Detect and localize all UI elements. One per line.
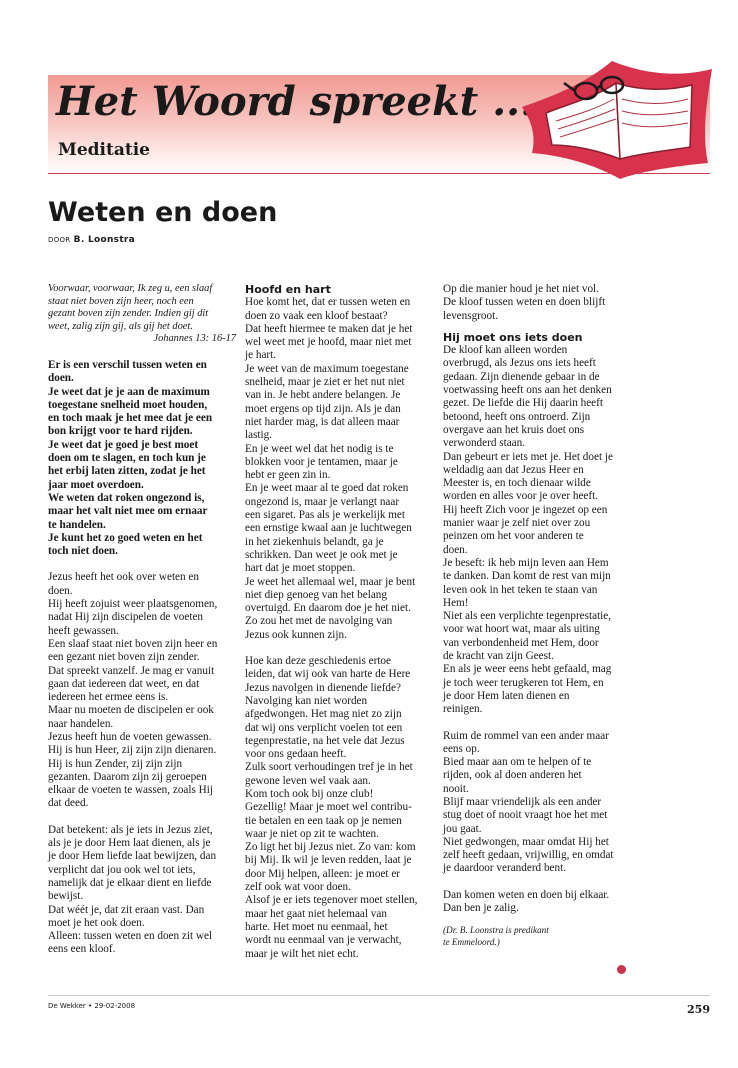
text-line: Je beseft: ik heb mijn leven aan Hem [443, 556, 609, 569]
text-line: gaan dat iedereen dat weet, en dat [48, 677, 200, 690]
text-line: Hoe kan deze geschiedenis ertoe [245, 655, 391, 668]
body-paragraph [443, 889, 633, 916]
text-line: iedereen het ermee eens is. [48, 691, 169, 704]
text-line: snelheid, maar je ziet er het nut niet [245, 376, 405, 389]
section-heading: Hoofd en hart [245, 283, 331, 296]
text-line: je door Hem liefde laat bewijzen, dan [48, 850, 217, 863]
body-paragraph [245, 655, 435, 961]
text-line: naar handelen. [48, 717, 114, 730]
column-1 [48, 283, 236, 957]
text-line: Bied maar aan om te helpen of te [443, 756, 592, 769]
text-line: Navolging kan niet worden [245, 694, 368, 707]
quote-line: gezant boven zijn zender. Indien gij dit [48, 308, 209, 320]
text-line: maar het valt niet mee om ernaar [48, 505, 208, 518]
byline [48, 235, 135, 245]
intro-paragraph [48, 359, 236, 558]
text-line: zelf ook wat voor doen. [245, 881, 351, 894]
text-line: hebt er geen zin in. [245, 469, 331, 482]
text-line: een ernstige kwaal aan je luchtwegen [245, 522, 412, 535]
text-line: gezet. De liefde die Hij daarin heeft [443, 397, 603, 410]
text-line: doen zo vaak een kloof bestaat? [245, 309, 388, 322]
text-line: En je weet wel dat het nodig is te [245, 442, 394, 455]
text-line: Jezus heeft het ook over weten en [48, 571, 199, 584]
text-line: Maar nu moeten de discipelen er ook [48, 704, 214, 717]
text-line: gewone leven wel vaak aan. [245, 774, 371, 787]
text-line: Je weet van de maximum toegestane [245, 362, 409, 375]
text-line: maar je wilt het niet echt. [245, 947, 359, 960]
text-line: De kloof kan alleen worden [443, 344, 568, 357]
text-line: Zo zou het met de navolging van [245, 615, 393, 628]
text-line: manier waar je zelf niet over zou [443, 517, 591, 530]
text-line: verplicht dat jou ook wel tot iets, [48, 863, 196, 876]
text-line: betoond, heeft ons ontroerd. Zijn [443, 410, 591, 423]
text-line: maar het gaat niet helemaal van [245, 907, 387, 920]
text-line: weldadig aan dat Jezus Heer en [443, 463, 584, 476]
bible-quote [48, 283, 236, 333]
text-line: nadat Hij zijn discipelen de voeten [48, 611, 204, 624]
body-paragraph [48, 824, 236, 957]
byline-prefix: DOOR [48, 236, 71, 244]
text-line: wordt nu eenmaal van je verwacht, [245, 934, 402, 947]
text-line: gezanten. Daarom zijn zij geroepen [48, 770, 207, 783]
text-line: je toch weer terugkeren tot Hem, en [443, 676, 604, 689]
text-line: wel weet met je hoofd, maar niet met [245, 336, 412, 349]
text-line: Hem! [443, 596, 469, 609]
text-line: eens een kloof. [48, 943, 116, 956]
text-line: jou gaat. [443, 822, 482, 835]
text-line: je hart. [245, 349, 277, 362]
text-line: Dan komen weten en doen bij elkaar. [443, 888, 610, 901]
text-line: doen. [48, 372, 74, 385]
text-line: het erbij laten zitten, zodat je het [48, 465, 206, 478]
footer-rule [48, 995, 710, 996]
text-line: reinigen. [443, 703, 483, 716]
text-line: overtuigd. En daarom doe je het niet. [245, 602, 411, 615]
text-line: Je weet dat je je aan de maximum [48, 385, 210, 398]
text-line: levensgroot. [443, 309, 498, 322]
text-line: niet diep genoeg van het belang [245, 588, 387, 601]
body-paragraph [443, 344, 633, 716]
text-line: van in. Je hebt andere belangen. Je [245, 389, 401, 402]
text-line: ongezond is, maar je verlangt naar [245, 495, 400, 508]
text-line: een sigaret. Pas als je werkelijk met [245, 509, 405, 522]
text-line: blokken voor je tentamen, maar je [245, 455, 398, 468]
text-line: Dat heeft hiermee te maken dat je het [245, 322, 413, 335]
column-2 [245, 283, 435, 961]
text-line: doen. [443, 543, 468, 556]
text-line: Gezellig! Maar je moet wel contribu- [245, 801, 412, 814]
text-line: Hij is hun Heer, zij zijn zijn dienaren. [48, 744, 217, 757]
quote-reference: Johannes 13: 16-17 [153, 333, 236, 345]
author-note [443, 924, 633, 948]
text-line: schrikken. Dan weet je ook met je [245, 548, 398, 561]
text-line: jaar moet overdoen. [48, 478, 144, 491]
body-paragraph [48, 571, 236, 810]
text-line: te handelen. [48, 518, 106, 531]
text-line: tegenprestatie, na het vele dat Jezus [245, 734, 405, 747]
text-line: de kracht van zijn Geest. [443, 650, 554, 663]
text-line: Jezus heeft hun de voeten gewassen. [48, 730, 212, 743]
text-line: toch niet doen. [48, 545, 118, 558]
text-line: Dan ben je zalig. [443, 902, 519, 915]
text-line: De kloof tussen weten en doen blijft [443, 296, 606, 309]
publication-info: De Wekker • 29-02-2008 [48, 1002, 136, 1010]
text-line: En als je weer eens hebt gefaald, mag [443, 663, 612, 676]
text-line: een gezant niet boven zijn zender. [48, 651, 200, 664]
text-line: Hij heeft zojuist weer plaatsgenomen, [48, 598, 218, 611]
text-line: zelf heeft gedaan, vrijwillig, en omdat [443, 849, 614, 862]
text-line: bewijst. [48, 890, 84, 903]
text-line: als je je door Hem laat dienen, als je [48, 837, 211, 850]
text-line: peinzen om het voor anderen te [443, 530, 584, 543]
section-title: Het Woord spreekt ... [56, 78, 534, 125]
body-paragraph [443, 730, 633, 876]
text-line: hart dat je moet stoppen. [245, 562, 356, 575]
text-line: in het ziekenhuis belandt, ga je [245, 535, 384, 548]
quote-line: weet, zalig zijn gij, als gij het doet. [48, 320, 193, 332]
text-line: worden en alles voor je over heeft. [443, 490, 599, 503]
text-line: lastig. [245, 429, 273, 442]
text-line: niet harder mag, is dat alleen maar [245, 415, 400, 428]
note-line: te Emmeloord.) [443, 937, 500, 948]
text-line: dat deed. [48, 797, 89, 810]
text-line: nooit. [443, 782, 469, 795]
text-line: Niet als een verplichte tegenprestatie, [443, 610, 612, 623]
page-number: 259 [687, 1003, 710, 1016]
text-line: Dat betekent: als je iets in Jezus ziet, [48, 823, 213, 836]
text-line: Hij is hun Zender, zij zijn zijn [48, 757, 183, 770]
text-line: dat wij ons verplicht voelen tot een [245, 721, 403, 734]
text-line: Een slaaf staat niet boven zijn heer en [48, 637, 218, 650]
book-right-page [616, 83, 692, 159]
text-line: Hij heeft Zich voor je ingezet op een [443, 503, 608, 516]
text-line: stug doet of nooit vraagt hoe het met [443, 809, 608, 822]
text-line: afgedwongen. Het mag niet zo zijn [245, 708, 402, 721]
text-line: van verbondenheid met Hem, door [443, 636, 599, 649]
quote-line: staat niet boven zijn heer, noch een [48, 295, 194, 307]
text-line: Dat wéét je, dat zit eraan vast. Dan [48, 903, 205, 916]
text-line: voetwassing heeft ons aan het denken [443, 384, 612, 397]
text-line: harte. Het moet nu eenmaal, het [245, 920, 388, 933]
text-line: Je weet het allemaal wel, maar je bent [245, 575, 416, 588]
body-paragraph [245, 296, 435, 642]
text-line: eens op. [443, 742, 480, 755]
text-line: Zulk soort verhoudingen tref je in het [245, 761, 413, 774]
text-line: Alleen: tussen weten en doen zit wel [48, 930, 213, 943]
text-line: Je weet dat je goed je best moet [48, 438, 199, 451]
text-line: heeft gewassen. [48, 624, 119, 637]
text-line: je daardoor veranderd bent. [443, 862, 567, 875]
text-line: moet ergens op tijd zijn. Als je dan [245, 402, 401, 415]
text-line: Kom toch ook bij onze club! [245, 787, 374, 800]
text-line: Niet gedwongen, maar omdat Hij het [443, 835, 609, 848]
text-line: gedaan. Zijn dienende gebaar in de [443, 370, 600, 383]
text-line: tie betalen en een taak op je nemen [245, 814, 402, 827]
column-3 [443, 283, 633, 948]
article-title: Weten en doen [48, 197, 278, 228]
text-line: voor ons gedaan heeft. [245, 748, 347, 761]
text-line: leven ook in het teken te staan van [443, 583, 598, 596]
text-line: te danken. Dan komt de rest van mijn [443, 570, 611, 583]
text-line: namelijk dat je elkaar dient en liefde [48, 876, 212, 889]
author-name: B. Loonstra [73, 235, 136, 245]
text-line: Zo ligt het bij Jezus niet. Zo van: kom [245, 841, 416, 854]
section-subtitle: Meditatie [58, 140, 150, 160]
text-line: Meester is, en toch dienaar wilde [443, 477, 591, 490]
text-line: We weten dat roken ongezond is, [48, 491, 205, 504]
text-line: en toch maak je het mee dat je een [48, 412, 213, 425]
text-line: bij Mij. Ik wil je leven redden, laat je [245, 854, 412, 867]
text-line: elkaar de voeten te wassen, zoals Hij [48, 784, 213, 797]
text-line: overgave aan het kruis doet ons [443, 423, 585, 436]
quote-line: Voorwaar, voorwaar, Ik zeg u, een slaaf [48, 283, 213, 294]
text-line: moet je het ook doen. [48, 916, 145, 929]
text-line: Er is een verschil tussen weten en [48, 358, 207, 371]
text-line: je door Hem laten dienen en [443, 689, 570, 702]
end-mark-icon [617, 965, 626, 974]
text-line: rijden, ook al doen anderen het [443, 769, 582, 782]
text-line: doen om te slagen, en toch kun je [48, 452, 206, 465]
text-line: verwonderd staan. [443, 437, 526, 450]
text-line: doen. [48, 584, 73, 597]
text-line: overbrugd, als Jezus ons iets heeft [443, 357, 596, 370]
text-line: Je kunt het zo goed weten en het [48, 531, 203, 544]
text-line: leiden, dat wij ook van harte de Here [245, 668, 411, 681]
text-line: Dan gebeurt er iets met je. Het doet je [443, 450, 613, 463]
open-book-with-glasses-icon [516, 55, 718, 181]
text-line: Hoe komt het, dat er tussen weten en [245, 296, 411, 309]
section-heading: Hij moet ons iets doen [443, 330, 583, 344]
text-line: waar je niet op zit te wachten. [245, 827, 379, 840]
text-line: door Mij helpen, alleen: je moet er [245, 867, 401, 880]
text-line: Ruim de rommel van een ander maar [443, 729, 609, 742]
text-line: Blijf maar vriendelijk als een ander [443, 795, 602, 808]
text-line: Alsof je er iets tegenover moet stellen, [245, 894, 418, 907]
text-line: voor wat hoort wat, maar als uiting [443, 623, 600, 636]
text-line: En je weet maar al te goed dat roken [245, 482, 409, 495]
note-line: (Dr. B. Loonstra is predikant [443, 925, 549, 936]
text-line: Op die manier houd je het niet vol. [443, 283, 599, 295]
text-line: toegestane snelheid moet houden, [48, 398, 208, 411]
body-paragraph [443, 283, 633, 323]
text-line: bon krijgt voor te hard rijden. [48, 425, 193, 438]
text-line: Dat spreekt vanzelf. Je mag er vanuit [48, 664, 215, 677]
text-line: Jezus ook kunnen zijn. [245, 628, 347, 641]
text-line: Jezus navolgen in dienende liefde? [245, 681, 401, 694]
